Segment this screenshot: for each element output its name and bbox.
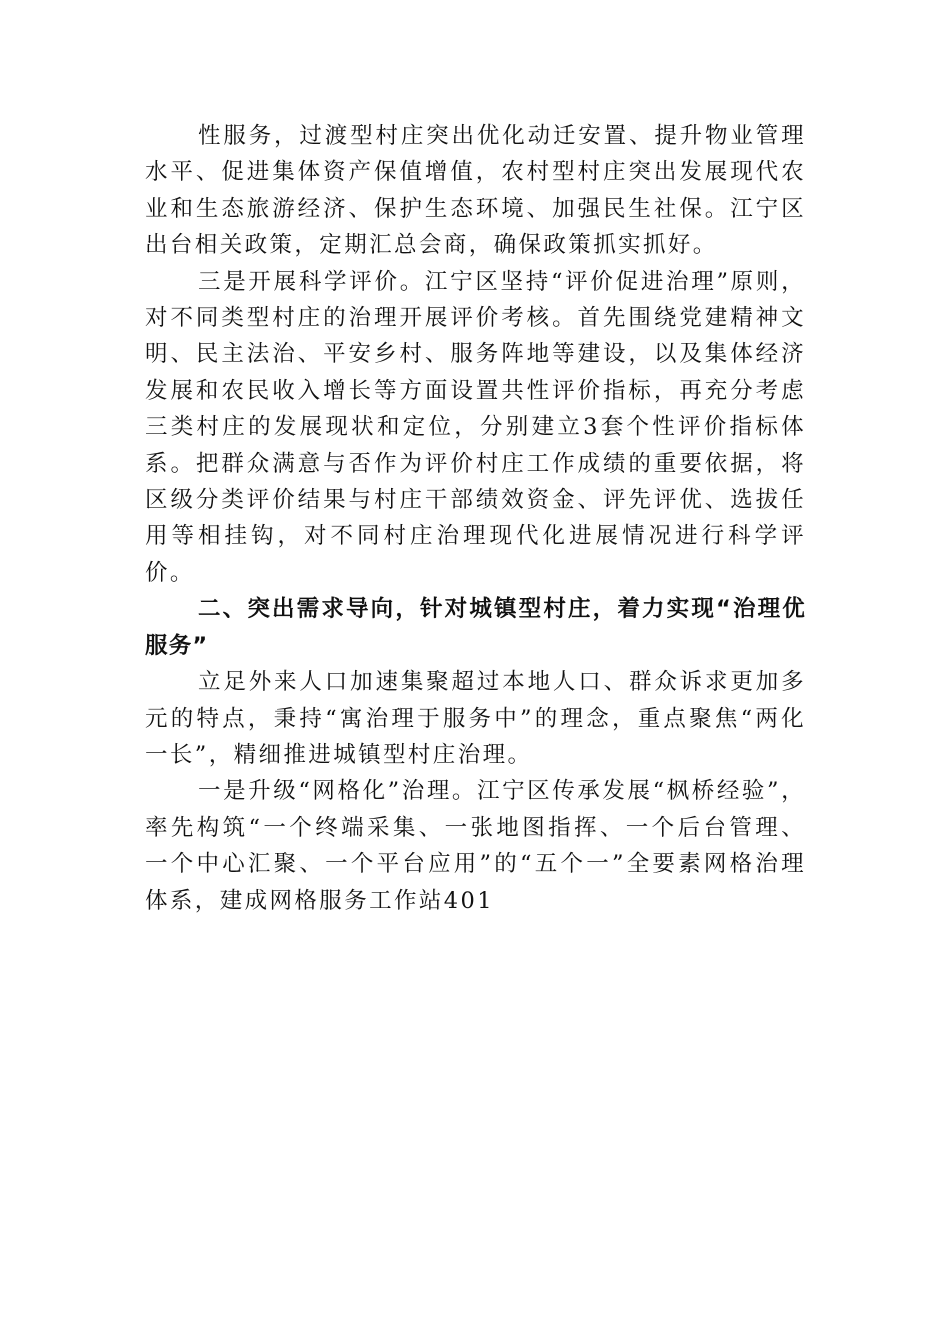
- paragraph-service-governance: 立足外来人口加速集聚超过本地人口、群众诉求更加多元的特点，秉持“寓治理于服务中”的理念，重点聚焦“两化一长”，精细推进城镇型村庄治理。: [145, 669, 806, 768]
- paragraph-grid-governance: 一是升级“网格化”治理。江宁区传承发展“枫桥经验”，率先构筑“一个终端采集、一张地图指挥、一个后台管理、一个中心汇聚、一个平台应用”的“五个一”全要素网格治理体系，建成网格服务工作站401: [145, 778, 806, 914]
- section-heading-demand-orientation: 二、突出需求导向，针对城镇型村庄，着力实现“治理优服务”: [145, 596, 806, 659]
- document-page: [145, 118, 806, 919]
- paragraph-scientific-evaluation: 三是开展科学评价。江宁区坚持“评价促进治理”原则，对不同类型村庄的治理开展评价考核。首先围绕党建精神文明、民主法治、平安乡村、服务阵地等建设，以及集体经济发展和农民收入增长等方面设置共性评价指标，再充分考虑三类村庄的发展现状和定位，分别建立3套个性评价指标体系。把群众满意与否作为评价村庄工作成绩的重要依据，将区级分类评价结果与村庄干部绩效资金、评先评优、选拔任用等相挂钩，对不同村庄治理现代化进展情况进行科学评价。: [145, 268, 806, 586]
- paragraph-policy-services: 性服务，过渡型村庄突出优化动迁安置、提升物业管理水平、促进集体资产保值增值，农村型村庄突出发展现代农业和生态旅游经济、保护生态环境、加强民生社保。江宁区出台相关政策，定期汇总会商，确保政策抓实抓好。: [145, 123, 806, 259]
